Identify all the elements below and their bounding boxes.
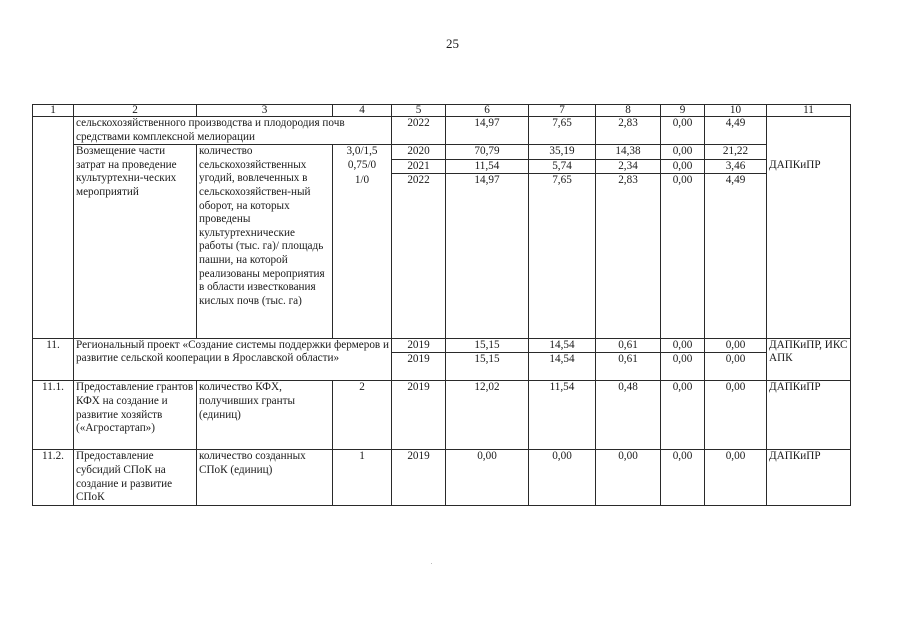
header-cell: 7 — [529, 105, 596, 117]
year-cell: 2019 — [392, 338, 446, 353]
year-cell: 2022 — [392, 174, 446, 339]
number-cell: 11. — [33, 338, 74, 381]
value-cell: 14,97 — [446, 117, 529, 145]
row-title: сельскохозяйственного производства и плодородия почв средствами комплексной мелиорации — [74, 117, 392, 145]
year-cell: 2019 — [392, 381, 446, 450]
value-cell: 0,48 — [596, 381, 661, 450]
value-cell: 7,65 — [529, 117, 596, 145]
value-cell: 12,02 — [446, 381, 529, 450]
value-cell: 0,00 — [661, 145, 705, 160]
scan-speck — [431, 563, 432, 564]
value-cell: 0,00 — [661, 381, 705, 450]
measure-name: Возмещение части затрат на проведение культуртехни-ческих мероприятий — [74, 145, 197, 339]
table-row — [33, 450, 851, 506]
header-cell: 1 — [33, 105, 74, 117]
year-cell: 2022 — [392, 117, 446, 145]
value-cell: 14,54 — [529, 338, 596, 353]
row-title: Региональный проект «Создание системы поддержки фермеров и развитие сельской кооперации в Ярославской области» — [74, 338, 392, 381]
target-cell: 3,0/1,5 — [333, 145, 392, 160]
value-cell: 15,15 — [446, 353, 529, 381]
header-cell: 5 — [392, 105, 446, 117]
table-row — [33, 117, 851, 145]
value-cell: 0,00 — [661, 338, 705, 353]
measure-name: Предоставление грантов КФХ на создание и развитие хозяйств («Агростартап») — [74, 381, 197, 450]
value-cell: 70,79 — [446, 145, 529, 160]
value-cell: 2,34 — [596, 159, 661, 174]
value-cell: 15,15 — [446, 338, 529, 353]
value-cell: 7,65 — [529, 174, 596, 339]
header-cell: 3 — [197, 105, 333, 117]
value-cell: 4,49 — [705, 174, 767, 339]
page-number: 25 — [446, 36, 459, 51]
indicator-name: количество сельскохозяйственных угодий, вовлеченных в сельскохозяйствен-ный оборот, на которых проведены культуртехнические работы (тыс. га)/ площадь пашни, на которой реализованы мероприятия в области известкования кислых почв (тыс. га) — [197, 145, 333, 339]
header-cell: 4 — [333, 105, 392, 117]
value-cell: 14,97 — [446, 174, 529, 339]
value-cell: 0,00 — [705, 381, 767, 450]
value-cell: 0,00 — [705, 338, 767, 353]
value-cell: 4,49 — [705, 117, 767, 145]
value-cell: 35,19 — [529, 145, 596, 160]
measure-name: Предоставление субсидий СПоК на создание и развитие СПоК — [74, 450, 197, 506]
header-cell: 8 — [596, 105, 661, 117]
target-cell: 0,75/0 — [333, 159, 392, 174]
value-cell: 0,00 — [661, 159, 705, 174]
indicator-name: количество созданных СПоК (единиц) — [197, 450, 333, 506]
value-cell: 14,54 — [529, 353, 596, 381]
value-cell: 2,83 — [596, 117, 661, 145]
year-cell: 2021 — [392, 159, 446, 174]
header-cell: 10 — [705, 105, 767, 117]
header-cell: 9 — [661, 105, 705, 117]
value-cell: 11,54 — [446, 159, 529, 174]
executor-cell: ДАПКиПР — [767, 145, 851, 339]
header-cell: 11 — [767, 105, 851, 117]
number-cell — [33, 117, 74, 339]
table-row — [33, 381, 851, 450]
executor-cell: ДАПКиПР — [767, 450, 851, 506]
value-cell: 0,00 — [661, 450, 705, 506]
target-cell: 1/0 — [333, 174, 392, 339]
header-row — [33, 105, 851, 117]
value-cell: 14,38 — [596, 145, 661, 160]
table-row — [33, 145, 851, 160]
value-cell: 0,00 — [705, 353, 767, 381]
value-cell: 11,54 — [529, 381, 596, 450]
value-cell: 3,46 — [705, 159, 767, 174]
table-row — [33, 338, 851, 353]
executor-cell — [767, 117, 851, 145]
value-cell: 0,00 — [661, 117, 705, 145]
value-cell: 0,00 — [596, 450, 661, 506]
number-cell: 11.2. — [33, 450, 74, 506]
value-cell: 5,74 — [529, 159, 596, 174]
indicator-name: количество КФХ, получивших гранты (единиц) — [197, 381, 333, 450]
value-cell: 2,83 — [596, 174, 661, 339]
value-cell: 0,00 — [661, 174, 705, 339]
value-cell: 0,00 — [661, 353, 705, 381]
value-cell: 0,61 — [596, 353, 661, 381]
year-cell: 2020 — [392, 145, 446, 160]
value-cell: 21,22 — [705, 145, 767, 160]
header-cell: 2 — [74, 105, 197, 117]
header-cell: 6 — [446, 105, 529, 117]
value-cell: 0,61 — [596, 338, 661, 353]
target-cell: 2 — [333, 381, 392, 450]
executor-cell: ДАПКиПР, ИКС АПК — [767, 338, 851, 381]
value-cell: 0,00 — [705, 450, 767, 506]
value-cell: 0,00 — [446, 450, 529, 506]
target-cell: 1 — [333, 450, 392, 506]
program-table — [32, 104, 851, 506]
year-cell: 2019 — [392, 353, 446, 381]
executor-cell: ДАПКиПР — [767, 381, 851, 450]
number-cell: 11.1. — [33, 381, 74, 450]
value-cell: 0,00 — [529, 450, 596, 506]
year-cell: 2019 — [392, 450, 446, 506]
